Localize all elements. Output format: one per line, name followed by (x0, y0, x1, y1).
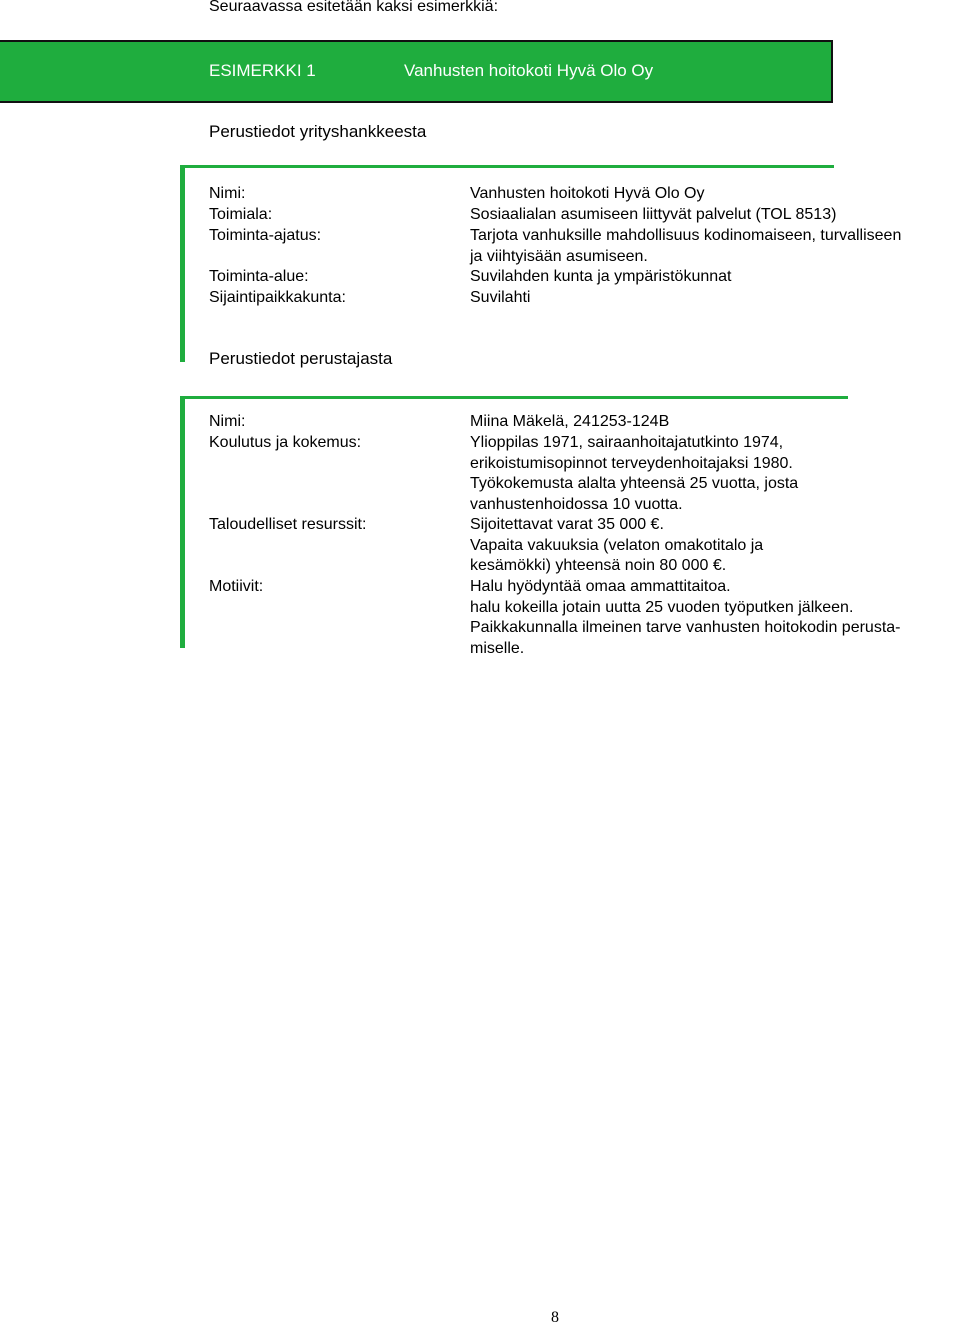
motives-line: miselle. (470, 639, 525, 657)
motives-line: Paikkakunnalla ilmeinen tarve vanhusten hoitokodin perusta- (470, 619, 901, 636)
project-name-label: Nimi: (209, 185, 246, 202)
motives-line: halu kokeilla jotain uutta 25 vuoden työputken jälkeen. (470, 598, 854, 616)
founder-section-heading: Perustiedot perustajasta (209, 349, 393, 368)
founder-name-value: Miina Mäkelä, 241253-124B (470, 413, 670, 430)
business-idea-value-line-2: ja viihtyisään asumiseen. (470, 248, 648, 265)
location-value: Suvilahti (470, 289, 531, 306)
founder-bracket-top (180, 396, 848, 399)
motives-line: Halu hyödyntää omaa ammattitaitoa. (470, 578, 731, 595)
page-number: 8 (551, 1309, 559, 1326)
location-label: Sijaintipaikkakunta: (209, 289, 346, 306)
founder-name-label: Nimi: (209, 413, 246, 430)
education-line: Työkokemusta alalta yhteensä 25 vuotta, josta (470, 475, 799, 492)
financial-resources-line: Vapaita vakuuksia (velaton omakotitalo ja (470, 536, 764, 554)
banner-example-label: ESIMERKKI 1 (209, 61, 316, 80)
education-label: Koulutus ja kokemus: (209, 434, 362, 451)
financial-resources-line: Sijoitettavat varat 35 000 €. (470, 516, 664, 533)
business-idea-value-line-1: Tarjota vanhuksille mahdollisuus kodinomaiseen, turvalliseen (470, 227, 902, 244)
project-section-heading: Perustiedot yrityshankkeesta (209, 122, 427, 141)
founder-bracket-side (180, 396, 185, 648)
operating-area-value: Suvilahden kunta ja ympäristökunnat (470, 268, 732, 285)
education-line: Ylioppilas 1971, sairaanhoitajatutkinto 1974, (470, 434, 784, 451)
education-line: vanhustenhoidossa 10 vuotta. (470, 495, 683, 513)
financial-resources-line: kesämökki) yhteensä noin 80 000 €. (470, 557, 727, 574)
operating-area-label: Toiminta-alue: (209, 268, 309, 285)
financial-resources-label: Taloudelliset resurssit: (209, 516, 367, 533)
motives-label: Motiivit: (209, 578, 264, 595)
intro-text: Seuraavassa esitetään kaksi esimerkkiä: (209, 0, 499, 15)
example-banner (0, 40, 833, 103)
project-name-value: Vanhusten hoitokoti Hyvä Olo Oy (470, 185, 705, 202)
business-idea-label: Toiminta-ajatus: (209, 227, 322, 244)
project-bracket-side (180, 165, 185, 362)
education-line: erikoistumisopinnot terveydenhoitajaksi 1980. (470, 454, 793, 472)
industry-value: Sosiaalialan asumiseen liittyvät palvelut (TOL 8513) (470, 206, 837, 223)
industry-label: Toimiala: (209, 206, 273, 223)
banner-company-name: Vanhusten hoitokoti Hyvä Olo Oy (404, 61, 654, 80)
project-bracket-top (180, 165, 834, 168)
